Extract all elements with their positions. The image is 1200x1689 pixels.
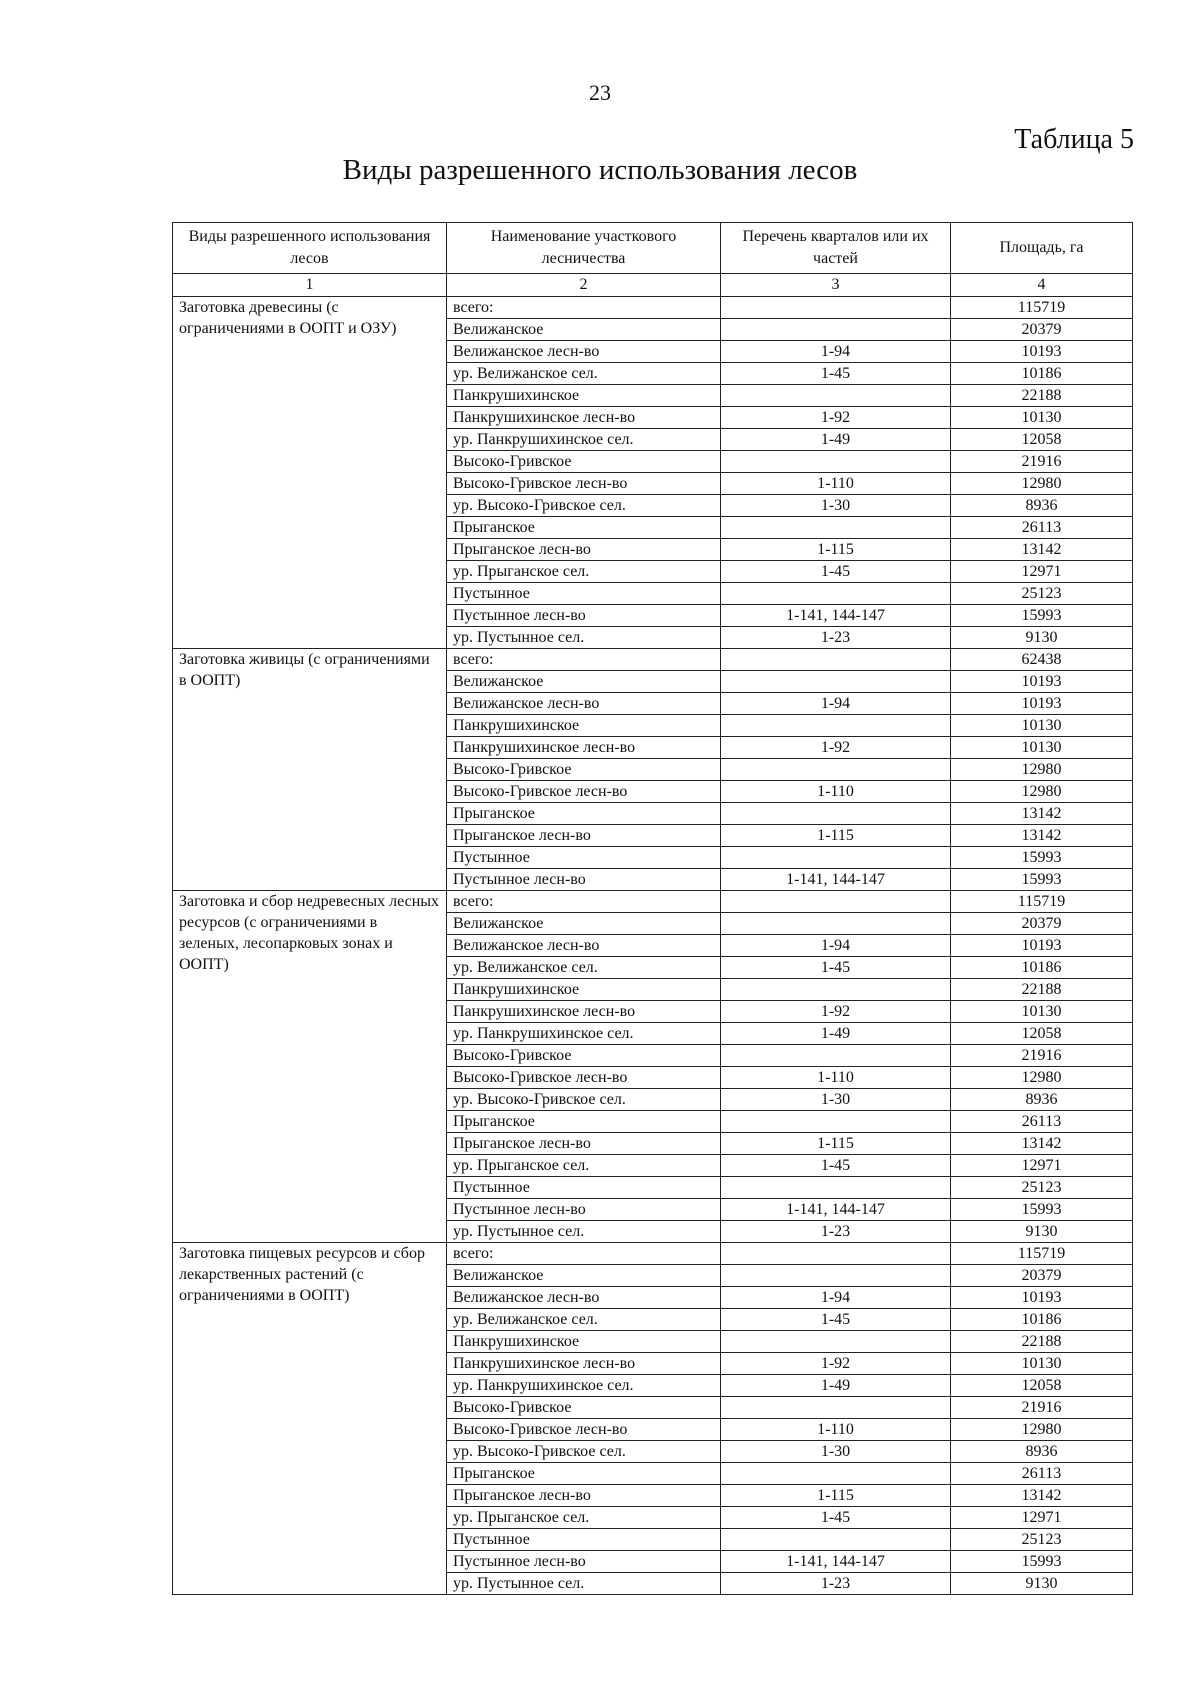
area-cell: 22188 [951,979,1133,1001]
area-cell: 26113 [951,1111,1133,1133]
table-row [173,891,1133,913]
column-number-row [173,274,1133,297]
area-cell: 10130 [951,1001,1133,1023]
forestry-name-cell: Прыганское [447,803,721,825]
area-cell: 62438 [951,649,1133,671]
use-type-cell: Заготовка и сбор недревесных лесных ресурсов (с ограничениями в зеленых, лесопарковых зонах и ООПТ) [173,891,447,1243]
use-type-cell: Заготовка пищевых ресурсов и сбор лекарственных растений (с ограничениями в ООПТ) [173,1243,447,1595]
area-cell: 25123 [951,583,1133,605]
area-cell: 13142 [951,539,1133,561]
quarters-cell: 1-45 [721,1309,951,1331]
area-cell: 13142 [951,803,1133,825]
forestry-name-cell: ур. Пустынное сел. [447,627,721,649]
quarters-cell: 1-141, 144-147 [721,1199,951,1221]
forestry-name-cell: ур. Прыганское сел. [447,1507,721,1529]
quarters-cell: 1-94 [721,1287,951,1309]
forestry-name-cell: ур. Пустынное сел. [447,1573,721,1595]
area-cell: 15993 [951,869,1133,891]
quarters-cell: 1-45 [721,957,951,979]
quarters-cell [721,517,951,539]
quarters-cell [721,1111,951,1133]
quarters-cell: 1-94 [721,935,951,957]
forestry-name-cell: Велижанское лесн-во [447,341,721,363]
quarters-cell: 1-30 [721,495,951,517]
area-cell: 15993 [951,1199,1133,1221]
quarters-cell [721,1243,951,1265]
quarters-cell: 1-115 [721,825,951,847]
forestry-name-cell: ур. Велижанское сел. [447,363,721,385]
area-cell: 8936 [951,1441,1133,1463]
quarters-cell [721,451,951,473]
forestry-name-cell: ур. Панкрушихинское сел. [447,1375,721,1397]
forestry-name-cell: Пустынное [447,1529,721,1551]
quarters-cell [721,1331,951,1353]
forestry-name-cell: Панкрушихинское лесн-во [447,737,721,759]
header-cell: Виды разрешенного использования лесов [173,223,447,274]
forestry-name-cell: ур. Панкрушихинское сел. [447,1023,721,1045]
forestry-name-cell: Панкрушихинское [447,385,721,407]
forestry-name-cell: Высоко-Гривское [447,1397,721,1419]
quarters-cell: 1-115 [721,539,951,561]
quarters-cell [721,979,951,1001]
quarters-cell: 1-30 [721,1441,951,1463]
area-cell: 10193 [951,341,1133,363]
area-cell: 12058 [951,429,1133,451]
forestry-name-cell: всего: [447,1243,721,1265]
area-cell: 10130 [951,407,1133,429]
forestry-name-cell: Прыганское лесн-во [447,539,721,561]
forestry-name-cell: Велижанское [447,671,721,693]
forestry-name-cell: Велижанское лесн-во [447,693,721,715]
area-cell: 9130 [951,1573,1133,1595]
forestry-name-cell: Прыганское [447,517,721,539]
forestry-name-cell: ур. Пустынное сел. [447,1221,721,1243]
area-cell: 115719 [951,891,1133,913]
area-cell: 10130 [951,737,1133,759]
quarters-cell [721,1177,951,1199]
area-cell: 10186 [951,1309,1133,1331]
area-cell: 12971 [951,1155,1133,1177]
quarters-cell: 1-92 [721,1353,951,1375]
area-cell: 21916 [951,1045,1133,1067]
forestry-name-cell: Пустынное [447,583,721,605]
quarters-cell: 1-110 [721,1419,951,1441]
area-cell: 20379 [951,913,1133,935]
quarters-cell [721,847,951,869]
forestry-name-cell: Велижанское лесн-во [447,935,721,957]
forest-use-table [172,222,1133,1595]
quarters-cell: 1-49 [721,1023,951,1045]
quarters-cell [721,913,951,935]
forestry-name-cell: Высоко-Гривское лесн-во [447,1067,721,1089]
quarters-cell [721,583,951,605]
forestry-name-cell: Пустынное [447,1177,721,1199]
forestry-name-cell: Высоко-Гривское лесн-во [447,1419,721,1441]
forestry-name-cell: Прыганское лесн-во [447,1133,721,1155]
quarters-cell: 1-94 [721,341,951,363]
column-number: 1 [173,274,447,297]
area-cell: 8936 [951,1089,1133,1111]
forestry-name-cell: всего: [447,649,721,671]
table-label: Таблица 5 [1014,124,1134,155]
area-cell: 20379 [951,1265,1133,1287]
area-cell: 12980 [951,759,1133,781]
quarters-cell [721,1463,951,1485]
forestry-name-cell: ур. Прыганское сел. [447,561,721,583]
quarters-cell [721,1045,951,1067]
forestry-name-cell: Прыганское [447,1463,721,1485]
forestry-name-cell: Прыганское лесн-во [447,825,721,847]
area-cell: 25123 [951,1529,1133,1551]
forestry-name-cell: Велижанское [447,1265,721,1287]
forestry-name-cell: Велижанское [447,913,721,935]
header-cell: Перечень кварталов или их частей [721,223,951,274]
quarters-cell [721,803,951,825]
area-cell: 12980 [951,781,1133,803]
quarters-cell: 1-141, 144-147 [721,1551,951,1573]
quarters-cell: 1-45 [721,1507,951,1529]
forestry-name-cell: ур. Высоко-Гривское сел. [447,495,721,517]
area-cell: 115719 [951,297,1133,319]
forestry-name-cell: ур. Велижанское сел. [447,1309,721,1331]
forestry-name-cell: всего: [447,297,721,319]
forestry-name-cell: Высоко-Гривское [447,759,721,781]
area-cell: 10193 [951,935,1133,957]
area-cell: 26113 [951,1463,1133,1485]
quarters-cell: 1-45 [721,363,951,385]
area-cell: 12980 [951,473,1133,495]
quarters-cell: 1-115 [721,1133,951,1155]
table-row [173,297,1133,319]
quarters-cell: 1-45 [721,1155,951,1177]
forestry-name-cell: Прыганское [447,1111,721,1133]
forestry-name-cell: Панкрушихинское [447,715,721,737]
forestry-name-cell: ур. Высоко-Гривское сел. [447,1089,721,1111]
forestry-name-cell: Панкрушихинское лесн-во [447,407,721,429]
area-cell: 15993 [951,847,1133,869]
forestry-name-cell: ур. Прыганское сел. [447,1155,721,1177]
quarters-cell: 1-45 [721,561,951,583]
quarters-cell [721,297,951,319]
area-cell: 21916 [951,1397,1133,1419]
forestry-name-cell: Высоко-Гривское [447,451,721,473]
area-cell: 12971 [951,1507,1133,1529]
column-number: 2 [447,274,721,297]
use-type-cell: Заготовка живицы (с ограничениями в ООПТ) [173,649,447,891]
area-cell: 10193 [951,671,1133,693]
forestry-name-cell: Панкрушихинское [447,979,721,1001]
column-number: 3 [721,274,951,297]
quarters-cell: 1-110 [721,781,951,803]
table-row [173,649,1133,671]
area-cell: 10130 [951,1353,1133,1375]
area-cell: 12058 [951,1023,1133,1045]
document-title: Виды разрешенного использования лесов [342,154,858,186]
quarters-cell: 1-115 [721,1485,951,1507]
forestry-name-cell: Пустынное лесн-во [447,605,721,627]
area-cell: 12980 [951,1067,1133,1089]
area-cell: 22188 [951,385,1133,407]
header-cell: Площадь, га [951,223,1133,274]
quarters-cell [721,1529,951,1551]
quarters-cell: 1-110 [721,473,951,495]
area-cell: 20379 [951,319,1133,341]
forestry-name-cell: ур. Велижанское сел. [447,957,721,979]
area-cell: 21916 [951,451,1133,473]
area-cell: 10193 [951,693,1133,715]
forestry-name-cell: Высоко-Гривское лесн-во [447,473,721,495]
quarters-cell: 1-49 [721,429,951,451]
area-cell: 10193 [951,1287,1133,1309]
quarters-cell [721,715,951,737]
area-cell: 9130 [951,627,1133,649]
forestry-name-cell: ур. Панкрушихинское сел. [447,429,721,451]
quarters-cell: 1-94 [721,693,951,715]
area-cell: 10130 [951,715,1133,737]
quarters-cell [721,671,951,693]
quarters-cell: 1-141, 144-147 [721,605,951,627]
quarters-cell: 1-92 [721,407,951,429]
area-cell: 15993 [951,1551,1133,1573]
quarters-cell [721,759,951,781]
area-cell: 10186 [951,957,1133,979]
area-cell: 26113 [951,517,1133,539]
quarters-cell [721,319,951,341]
quarters-cell: 1-23 [721,1573,951,1595]
quarters-cell: 1-30 [721,1089,951,1111]
quarters-cell: 1-49 [721,1375,951,1397]
use-type-cell: Заготовка древесины (с ограничениями в ООПТ и ОЗУ) [173,297,447,649]
area-cell: 25123 [951,1177,1133,1199]
quarters-cell: 1-92 [721,1001,951,1023]
area-cell: 9130 [951,1221,1133,1243]
forestry-name-cell: всего: [447,891,721,913]
area-cell: 10186 [951,363,1133,385]
forestry-name-cell: Панкрушихинское [447,1331,721,1353]
quarters-cell [721,385,951,407]
forestry-name-cell: Пустынное [447,847,721,869]
forestry-name-cell: ур. Высоко-Гривское сел. [447,1441,721,1463]
area-cell: 22188 [951,1331,1133,1353]
area-cell: 12058 [951,1375,1133,1397]
forestry-name-cell: Панкрушихинское лесн-во [447,1001,721,1023]
area-cell: 13142 [951,1485,1133,1507]
quarters-cell: 1-141, 144-147 [721,869,951,891]
quarters-cell [721,649,951,671]
area-cell: 115719 [951,1243,1133,1265]
quarters-cell [721,1397,951,1419]
column-number: 4 [951,274,1133,297]
quarters-cell: 1-23 [721,627,951,649]
area-cell: 12980 [951,1419,1133,1441]
area-cell: 13142 [951,1133,1133,1155]
forestry-name-cell: Высоко-Гривское лесн-во [447,781,721,803]
area-cell: 8936 [951,495,1133,517]
forestry-name-cell: Высоко-Гривское [447,1045,721,1067]
area-cell: 13142 [951,825,1133,847]
table-body [173,297,1133,1595]
quarters-cell: 1-110 [721,1067,951,1089]
header-row [173,223,1133,274]
forestry-name-cell: Прыганское лесн-во [447,1485,721,1507]
area-cell: 12971 [951,561,1133,583]
quarters-cell [721,891,951,913]
forestry-name-cell: Пустынное лесн-во [447,1199,721,1221]
area-cell: 15993 [951,605,1133,627]
forestry-name-cell: Пустынное лесн-во [447,869,721,891]
forestry-name-cell: Велижанское [447,319,721,341]
quarters-cell: 1-23 [721,1221,951,1243]
table-row [173,1243,1133,1265]
quarters-cell: 1-92 [721,737,951,759]
header-cell: Наименование участкового лесничества [447,223,721,274]
forestry-name-cell: Велижанское лесн-во [447,1287,721,1309]
forestry-name-cell: Пустынное лесн-во [447,1551,721,1573]
forestry-name-cell: Панкрушихинское лесн-во [447,1353,721,1375]
page-number: 23 [589,80,611,105]
quarters-cell [721,1265,951,1287]
